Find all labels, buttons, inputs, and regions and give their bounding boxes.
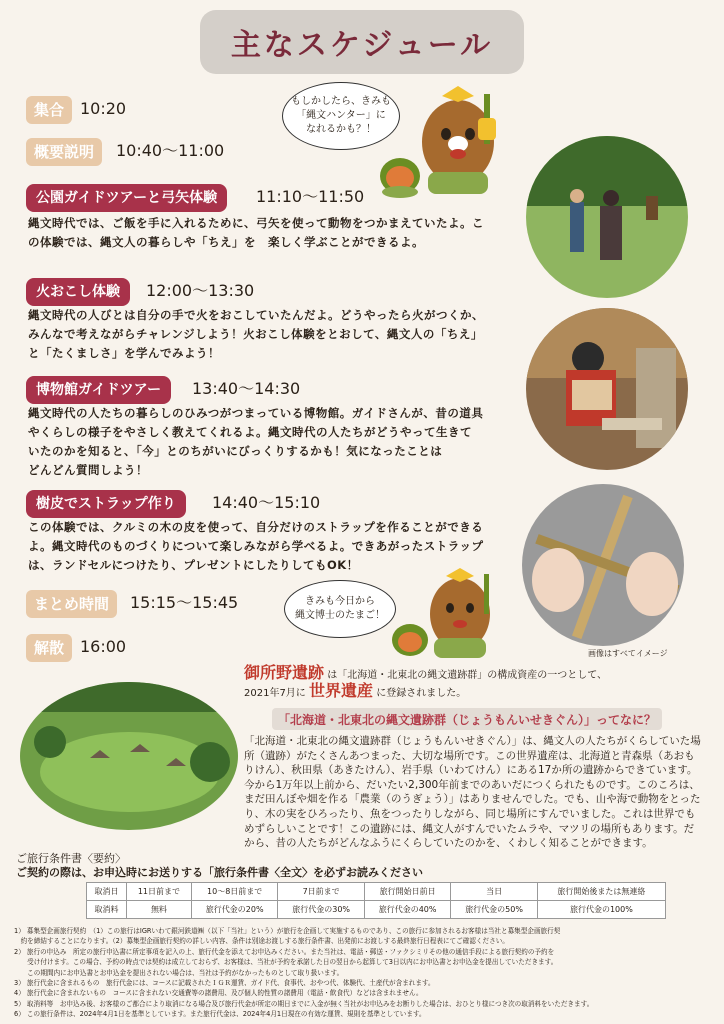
schedule-fire-time: 12:00～13:30 (146, 281, 255, 300)
conditions-subtitle: ご契約の際は、お申込時にお送りする「旅行条件書〈全文〉を必ずお読みください (16, 866, 423, 879)
note-line: 1） 募集型企画旅行契約 （1）この旅行はIGRいわて銀河鉄道㈱（以下「当社」という）が旅行を企画して実施するものであり、この旅行に参加されるお客様は当社と募集型企画旅行契 (14, 927, 561, 935)
schedule-gather-tag: 集合 (26, 96, 72, 124)
world-heritage: 世界遺産 (309, 681, 374, 700)
photo-fire-making (526, 308, 688, 470)
table-cell: 取消日 (87, 883, 127, 901)
note-line: 3） 旅行代金に含まれるもの 旅行代金には、コースに記載されたＩＧＲ運賃、ガイド代、食事代、おやつ代、体験代、土産代が含まれます。 (14, 979, 435, 988)
mascot-illustration-2 (388, 568, 504, 672)
cancellation-table (86, 882, 666, 919)
bubble-line: 縄文博士のたまご！ (295, 610, 385, 621)
bubble-line: きみも今日から (305, 596, 375, 607)
note-line: 約を締結することになります。（2）募集型企画旅行契約の詳しい内容、条件は別途お渡しする旅行条件書、出発前にお渡しする最終旅行日程表にてご確認ください。 (14, 937, 509, 946)
desc-line: よ。縄文時代のものづくりについて楽しみながら学べるよ。できあがったストラップ (28, 539, 484, 553)
heritage-body: 「北海道・北東北の縄文遺跡群（じょうもんいせきぐん）」は、縄文人の人たちがくらしていた場所（遺跡）がたくさんあつまった、大切な場所です。この世界遺産は、北海道と青森県（あおもりけん）、秋田県（あきたけん）、岩手県（いわてけん）にある17か所の遺跡からできています。今から1万年以上前から、だいたい2,300年前までのあいだにつくられたものです。このころは、まだ田んぼや畑を作る「農業（のうぎょう）」はありませんでした。でも、山や海で動物をとったり、木の実をひろったり、魚をつったりしながら、同じ場所にすんでいました。これは世界でもめずらしいことです！この遺跡には、縄文人がすんでいたムラや、マツリの場所もあります。だから、昔の人たちがどんなふうにくらしていたのかを、くわしく知ることができます。 (244, 735, 701, 850)
photo-site-aerial (20, 682, 238, 830)
schedule-strap-time: 14:40～15:10 (212, 493, 321, 512)
table-cell: 旅行開始日前日 (364, 883, 450, 901)
schedule-park-desc (28, 214, 484, 252)
question-heading: 「北海道・北東北の縄文遺跡群（じょうもんいせきぐん）」ってなに？ (272, 708, 662, 730)
schedule-summary-tag: まとめ時間 (26, 590, 117, 618)
heritage-line-1 (244, 663, 608, 683)
page-title: 主なスケジュール (230, 28, 494, 63)
schedule-fire-tag: 火おこし体験 (26, 278, 130, 306)
schedule-museum-tag: 博物館ガイドツアー (26, 376, 171, 404)
schedule-overview-time: 10:40～11:00 (116, 141, 225, 160)
heritage-date: 2021年7月に (244, 688, 306, 699)
table-cell: 旅行代金の100% (537, 901, 665, 919)
image-note: 画像はすべてイメージ (588, 649, 668, 658)
schedule-museum-desc (28, 404, 483, 480)
photo-archery (526, 136, 688, 298)
title-box (200, 10, 524, 74)
conditions-title: ご旅行条件書〈要約〉 (16, 852, 126, 865)
table-cell: 当日 (451, 883, 537, 901)
desc-line: 縄文時代の人たちの暮らしのひみつがつまっている博物館。ガイドさんが、昔の道具 (28, 406, 484, 420)
mascot-illustration (372, 84, 512, 204)
schedule-park-tag: 公園ガイドツアーと弓矢体験 (26, 184, 227, 212)
desc-line: みんなで考えながらチャレンジしよう！火おこし体験をとおして、縄文人の「ちえ」 (28, 327, 483, 341)
schedule-summary-time: 15:15～15:45 (130, 593, 239, 612)
schedule-strap-desc (28, 518, 484, 575)
photo-strap-making (522, 484, 684, 646)
desc-line: 縄文時代の人びとは自分の手で火をおこしていたんだよ。どうやったら火がつくか、 (28, 308, 484, 322)
bubble-line: 「縄文ハンター」に (296, 110, 386, 121)
note-line: 2） 旅行の申込み 所定の旅行申込書に所定事項を記入の上、旅行代金を添えてお申込みください。また当社は、電話・郵送・ファクシミリその他の通信手段による旅行契約の予約を (14, 947, 555, 956)
schedule-strap-tag: 樹皮でストラップ作り (26, 490, 186, 518)
speech-bubble-2 (284, 580, 396, 638)
table-row (87, 901, 666, 919)
table-cell: 11日前まで (126, 883, 191, 901)
table-cell: 7日前まで (278, 883, 364, 901)
schedule-park-time: 11:10～11:50 (256, 187, 365, 206)
desc-line: の体験では、縄文人の暮らしや「ちえ」を 楽しく学ぶことができるよ。 (28, 235, 424, 249)
schedule-museum-time: 13:40～14:30 (192, 379, 301, 398)
table-cell: 旅行代金の40% (364, 901, 450, 919)
note-line: 5） 取消料等 お申込み後、お客様のご都合により取消になる場合及び旅行代金が所定の期日までに入金が無く当社がお申込みをお断りした場合は、おひとり様につき次の取消料をいただきます。 (14, 999, 594, 1008)
desc-line: この体験では、クルミの木の皮を使って、自分だけのストラップを作ることができる (28, 520, 484, 534)
table-cell: 旅行代金の30% (278, 901, 364, 919)
desc-line: は、ランドセルにつけたり、プレゼントにしたりしてもOK！ (28, 558, 359, 572)
terms-notes (14, 926, 714, 1020)
note-line: 4） 旅行代金に含まれないもの コースに含まれない交通費等の諸費用、及び個人的性質の諸費用（電話・飲食代）などは含まれません。 (14, 989, 423, 998)
note-line: 6） この旅行条件は、2024年4月1日を基準としています。また旅行代金は、2024年4月1日現在の有効な運賃、規則を基準としています。 (14, 1010, 426, 1019)
desc-line: 縄文時代では、ご飯を手に入れるために、弓矢を使って動物をつかまえていたよ。こ (28, 216, 484, 230)
table-cell: 旅行代金の50% (451, 901, 537, 919)
table-cell: 10～8日前まで (191, 883, 277, 901)
heritage-text: に登録されました。 (376, 688, 467, 699)
desc-line: どんどん質問しよう！ (28, 463, 148, 477)
table-cell: 旅行開始後または無連絡 (537, 883, 665, 901)
table-row (87, 883, 666, 901)
heritage-text: は「北海道・北東北の縄文遺跡群」の構成資産の一つとして、 (327, 670, 608, 681)
table-cell: 旅行代金の20% (191, 901, 277, 919)
note-line: 受け付けます。この場合、予約の時点では契約は成立しておらず、お客様は、当社が予約を承諾した日の翌日から起算して3日以内にお申込書とお申込金を提出していただきます。 (14, 958, 558, 967)
desc-line: やくらしの様子をやさしく教えてくれるよ。縄文時代の人たちがどうやって生きて (28, 425, 472, 439)
schedule-gather-time: 10:20 (80, 99, 127, 118)
site-name: 御所野遺跡 (244, 663, 325, 682)
schedule-fire-desc (28, 306, 484, 363)
desc-line: いたのかを知ると、「今」とのちがいにびっくりするかも！気になったことは (28, 444, 443, 458)
table-cell: 無料 (126, 901, 191, 919)
schedule-overview-tag: 概要説明 (26, 138, 102, 166)
schedule-dismiss-time: 16:00 (80, 637, 127, 656)
bubble-line: なれるかも？！ (306, 124, 376, 135)
table-cell: 取消料 (87, 901, 127, 919)
note-line: この期間内にお申込書とお申込金を提出されない場合は、当社は予約がなかったものとして取り扱います。 (14, 968, 344, 977)
bubble-line: もしかしたら、きみも (291, 96, 391, 107)
schedule-dismiss-tag: 解散 (26, 634, 72, 662)
heritage-line-2 (244, 681, 467, 701)
desc-line: と「たくましさ」を学んでみよう！ (28, 346, 220, 360)
